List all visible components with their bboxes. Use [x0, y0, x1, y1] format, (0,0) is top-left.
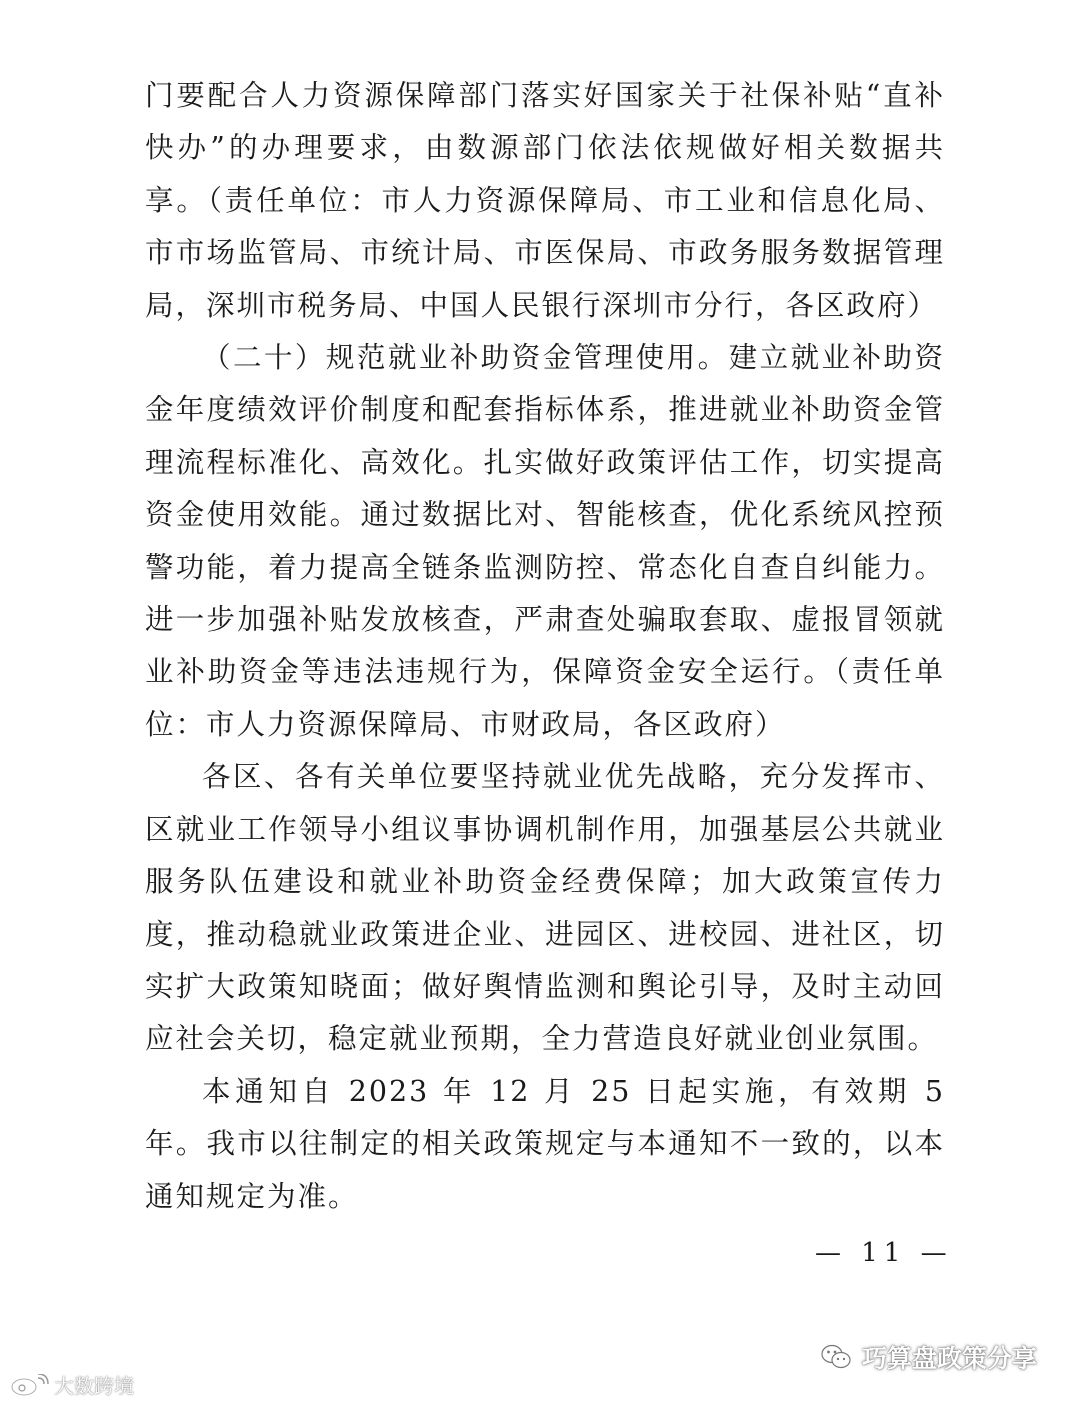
watermark-left-text: 大数跨境 [54, 1374, 134, 1398]
document-body [145, 70, 945, 1223]
watermark-right-text: 巧算盘政策分享 [862, 1344, 1038, 1373]
watermark-left [10, 1370, 134, 1399]
paragraph-continuation: 门要配合人力资源保障部门落实好国家关于社保补贴“直补快办”的办理要求，由数源部门依法依规做好相关数据共享。（责任单位：市人力资源保障局、市工业和信息化局、市市场监管局、市统计局、市医保局、市政务服务数据管理局，深圳市税务局、中国人民银行深圳市分行，各区政府） [145, 79, 945, 322]
paragraph-general-requirements: 各区、各有关单位要坚持就业优先战略，充分发挥市、区就业工作领导小组议事协调机制作用，加强基层公共就业服务队伍建设和就业补助资金经费保障；加大政策宣传力度，推动稳就业政策进企业、进园区、进校园、进社区，切实扩大政策知晓面；做好舆情监测和舆论引导，及时主动回应社会关切，稳定就业预期，全力营造良好就业创业氛围。 [145, 760, 945, 1056]
weibo-icon [10, 1374, 50, 1396]
wechat-icon [820, 1342, 852, 1372]
paragraph-effective-date: 本通知自 2023 年 12 月 25 日起实施，有效期 5 年。我市以往制定的相关政策规定与本通知不一致的，以本通知规定为准。 [145, 1074, 945, 1213]
paragraph-section-twenty: （二十）规范就业补助资金管理使用。建立就业补助资金年度绩效评价制度和配套指标体系，推进就业补助资金管理流程标准化、高效化。扎实做好政策评估工作，切实提高资金使用效能。通过数据比对、智能核查，优化系统风控预警功能，着力提高全链条监测防控、常态化自查自纠能力。进一步加强补贴发放核查，严肃查处骗取套取、虚报冒领就业补助资金等违法违规行为，保障资金安全运行。（责任单位：市人力资源保障局、市财政局，各区政府） [145, 341, 945, 741]
page-number: — 11 — [815, 1238, 953, 1268]
watermark-right [820, 1339, 1037, 1375]
